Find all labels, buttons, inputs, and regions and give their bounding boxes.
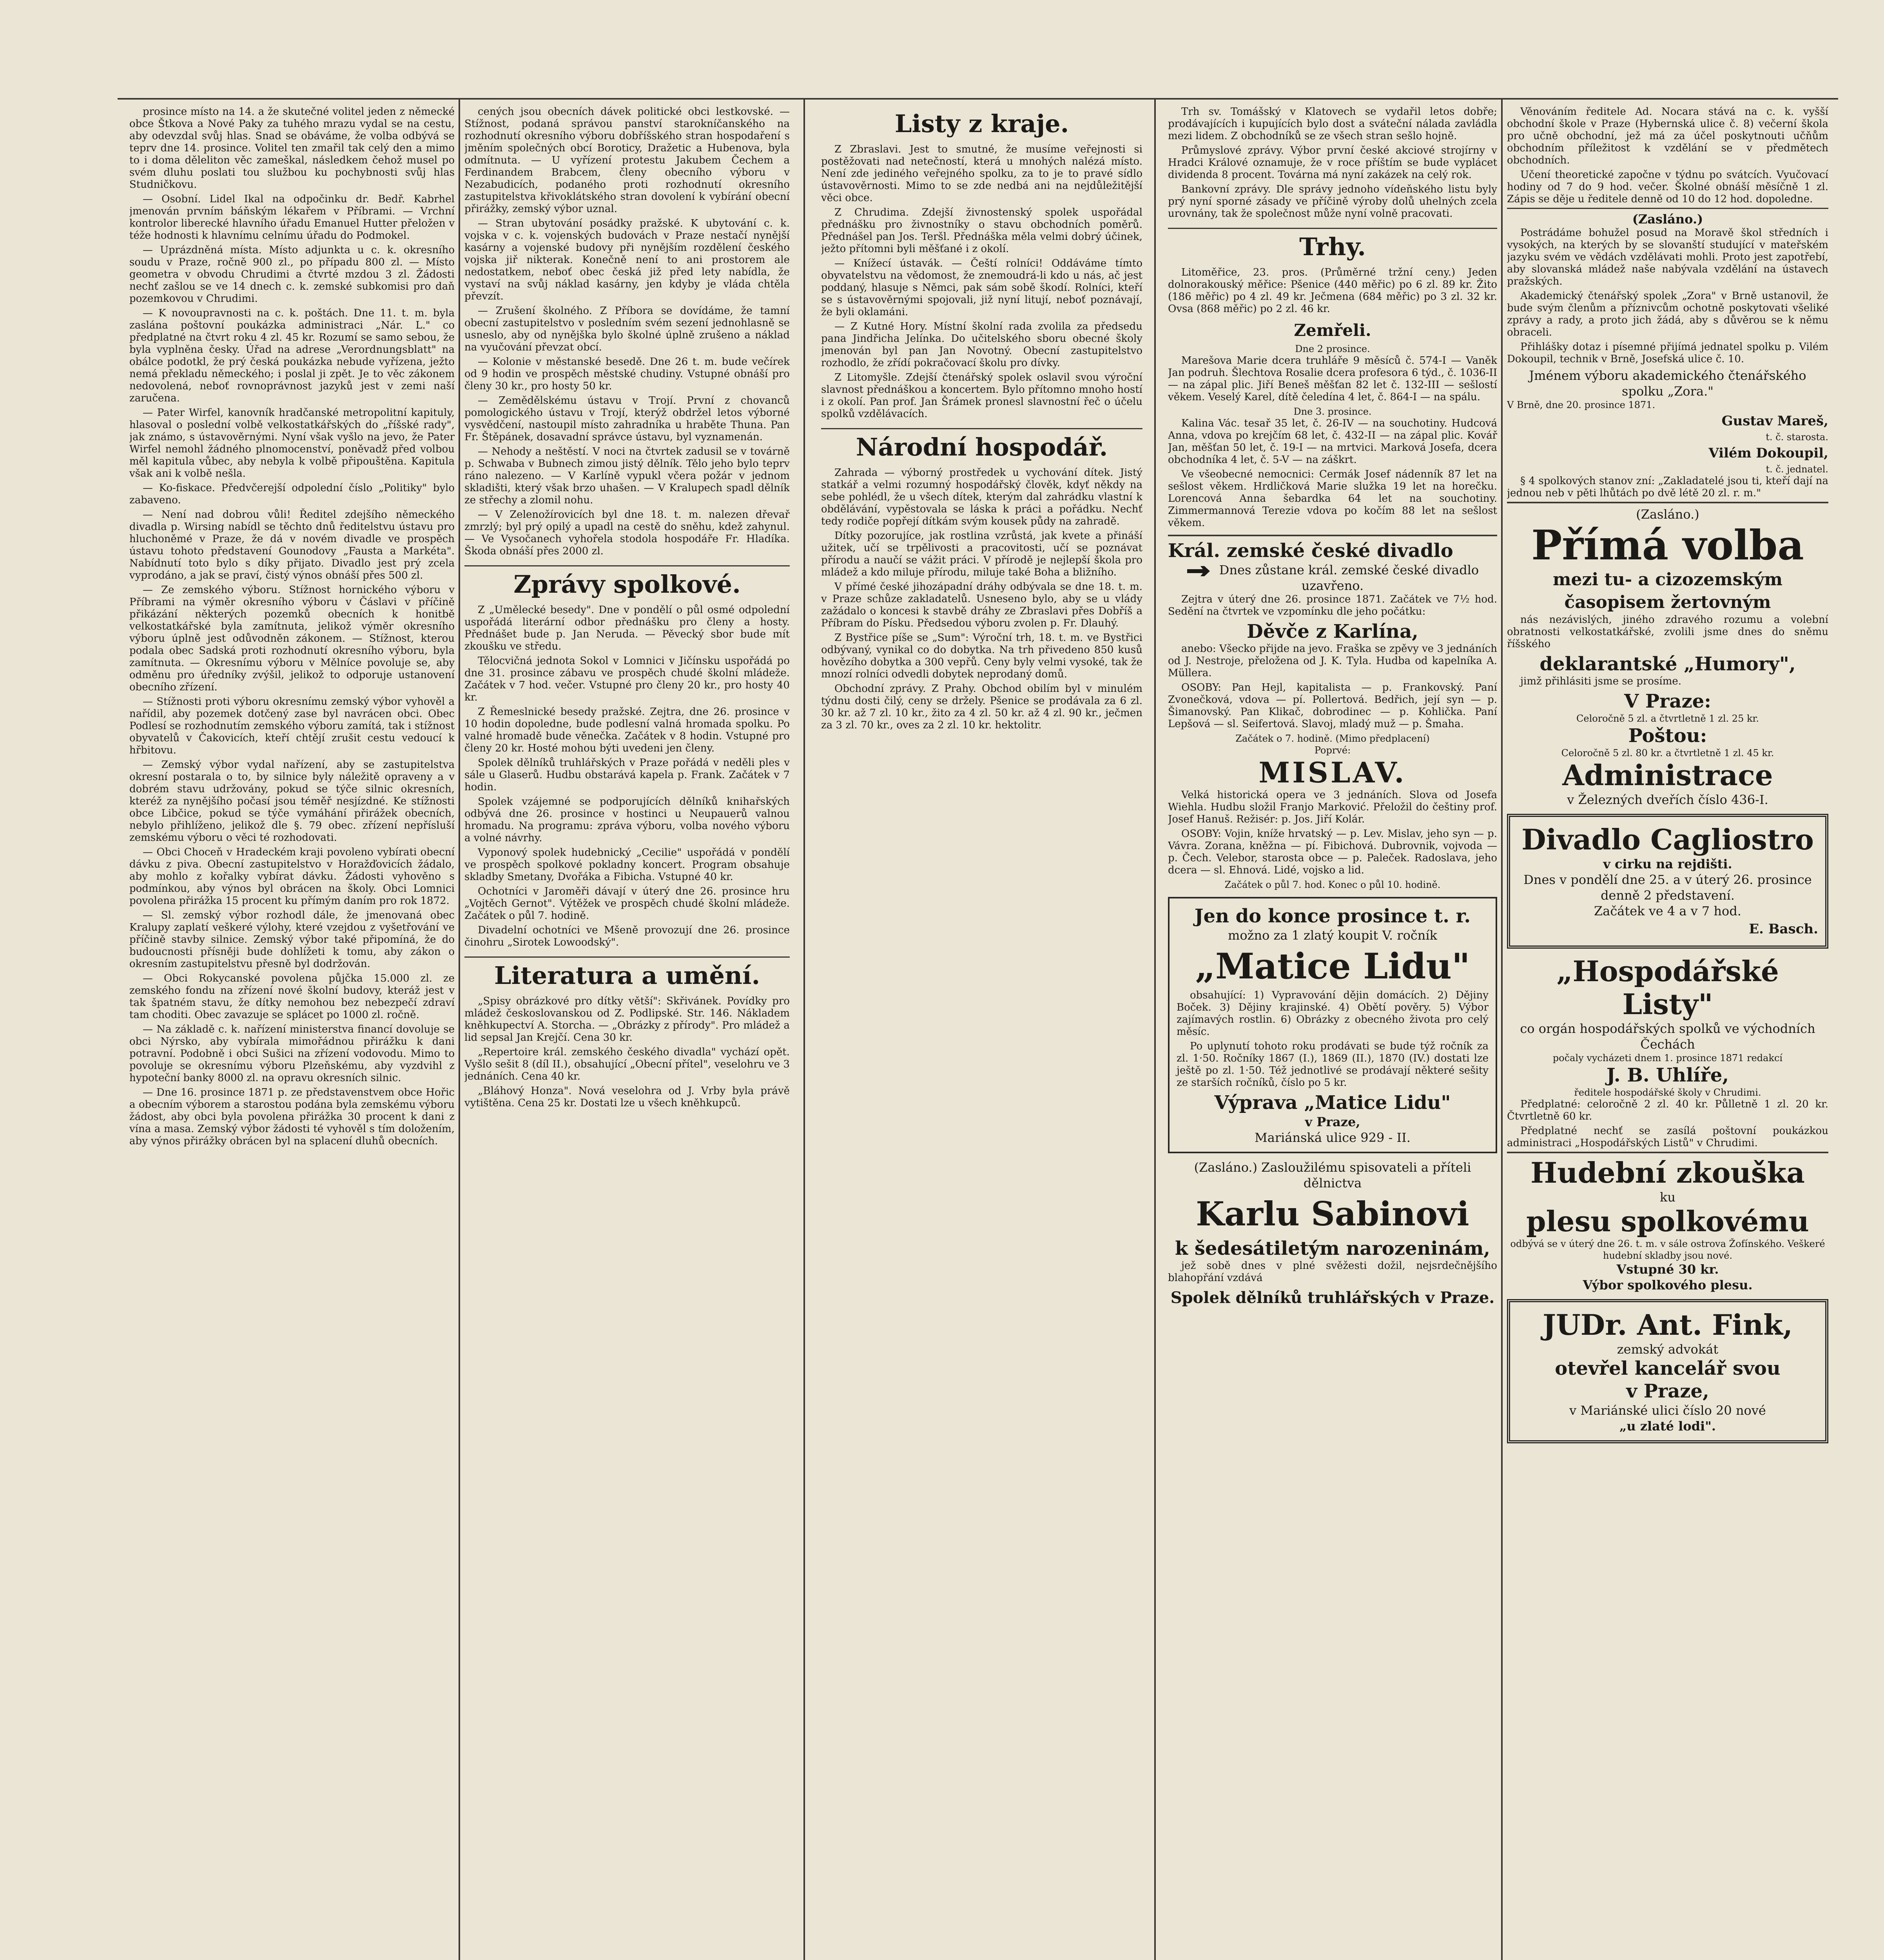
hospodarske-listy-sub: co orgán hospodářských spolků ve východních Čechách	[1520, 1021, 1815, 1052]
hospodarske-listy-title: „Hospodářské Listy"	[1556, 955, 1779, 1021]
fink-ad	[1507, 1299, 1828, 1443]
news-paragraph: — Stížnosti proti výboru okresnímu zemský výbor vyhověl a nařídil, aby pozemek dotčený zase byl navrácen obci. Obec Podlesí se rozhodnutím zemského výboru zamítá, tak i stížnost obyvatelů v Čakovicích, kteří chtějí zrušit cestu vedoucí k hřbitovu.	[129, 696, 455, 756]
matice-lidu-signature: Výprava „Matice Lidu"	[1214, 1092, 1451, 1114]
hospodarske-listy-editor: J. B. Uhlíře,	[1606, 1064, 1729, 1086]
music-rehearsal-text: odbývá se v úterý dne 26. t. m. v sále ostrova Žofínského. Veškeré hudební skladby jsou nové.	[1510, 1238, 1825, 1261]
news-paragraph: — Obci Choceň v Hradeckém kraji povoleno vybírati obecní dávku z piva. Obecní zastupitelstvo v Horažďovicích žádalo, aby mohlo z kořalky vybírat dávku. Žádosti vyhověno s podmínkou, aby výnos byl obrácen na školy. Obci Lomnici povolena přirážka 15 procent ku přímým daním pro rok 1872.	[129, 846, 455, 907]
music-rehearsal-title-2: plesu spolkovému	[1526, 1205, 1809, 1238]
news-paragraph: — Z Kutné Hory. Místní školní rada zvolila za předsedu pana Jindřicha Jelínka. Do učitelského sboru obecné školy jmenován byl pan Jan Novotný. Obecní zastupitelstvo rozhodlo, že zřídí pokračovací školu pro dívky.	[821, 321, 1142, 369]
news-paragraph: — Není nad dobrou vůli! Ředitel zdejšího německého divadla p. Wirsing nabídl se těchto dnů ředitelstvu ústavu pro hluchoněmé v Praze, že dá v novém divadle ve prospěch ústavu tohoto představení Gounodovy „Fausta a Markéta". Nabídnutí toto bylo s díky přijato. Divadlo jest prý zcela vyprodáno, a jak se praví, čistý výnos obnáší přes 500 zl.	[129, 509, 455, 581]
news-paragraph: Z Chrudima. Zdejší živnostenský spolek uspořádal přednášku pro živnostníky o stavu obchodních poměrů. Přednášel pan Jos. Teršl. Přednáška měla velmi dobrý účinek, ježto přítomni byli měšťané i z okolí.	[821, 207, 1142, 255]
fink-address: v Mariánské ulici číslo 20 nové	[1569, 1403, 1766, 1418]
news-paragraph: — Dne 16. prosince 1871 p. ze představenstvem obce Hořic a obecním výborem a starostou podána byla zemskému výboru žádost, aby obci byla povolena přirážka 30 procent k dani z vína a masa. Zemský výbor žádosti té vyhověl s tím doložením, aby výnos přirážky obrácen byl na splacení dluhů obecních.	[129, 1087, 455, 1147]
matice-lidu-address: Mariánská ulice 929 - II.	[1255, 1130, 1411, 1145]
fink-title: JUDr. Ant. Fink,	[1542, 1308, 1793, 1341]
hospodarske-listy-ad	[1507, 955, 1828, 1149]
news-paragraph: — Nehody a neštěstí. V noci na čtvrtek zadusil se v továrně p. Schwaba v Bubnech zimou jistý dělník. Tělo jeho bylo teprv ráno nalezeno. — V Karlíně vypukl včera požár v jednom skladišti, který však brzo uhašen. — V Kralupech spadl dělník ze střechy a zlomil nohu.	[464, 446, 790, 506]
news-paragraph: „Repertoire král. zemského českého divadla" vychází opět. Vyšlo sešit 8 (díl II.), obsahující „Obecní přítel", veselohru ve 3 jednáních. Cena 40 kr.	[464, 1046, 790, 1082]
zora-secretary-name: Vilém Dokoupil,	[1708, 445, 1828, 461]
humory-subtitle: mezi tu- a cizozemským časopisem žertovným	[1552, 570, 1783, 612]
news-paragraph: Divadelní ochotníci ve Mšeně provozují dne 26. prosince činohru „Sirotek Lowoodský".	[464, 924, 790, 948]
matice-lidu-city: v Praze,	[1305, 1114, 1360, 1129]
news-paragraph: Akademický čtenářský spolek „Zora" v Brně ustanovil, že bude svým členům a příznivcům ochotně poskytovati všeliké zprávy a rady, a proto jich žádá, aby s důvěrou se k němu obraceli.	[1507, 290, 1828, 338]
play-start: Začátek o 7. hodině. (Mimo předplacení)	[1235, 733, 1430, 744]
news-paragraph: — Obci Rokycanské povolena půjčka 15.000 zl. ze zemského fondu na zřízení nové školní budovy, kteráž jest v tak špatném stavu, že dítky nemohou bez nebezpečí zdraví tam choditi. Obec zavazuje se splácet po 1000 zl. ročně.	[129, 973, 455, 1021]
music-rehearsal-entry: Vstupné 30 kr.	[1616, 1262, 1719, 1277]
news-paragraph: Z Bystřice píše se „Sum": Výroční trh, 18. t. m. ve Bystřici odbývaný, vynikal co do dobytka. Na trh přivedeno 850 kusů hovězího dobytka a 300 vepřů. Ceny byly velmi vysoké, tak že mnozí rolníci odvedli dobytek neprodaný domů.	[821, 632, 1142, 680]
theater-announcement	[1168, 535, 1497, 891]
humory-mid: deklarantské „Humory",	[1539, 653, 1796, 675]
cagliostro-ad	[1507, 814, 1828, 949]
humory-text: nás nezávislých, jiného zdravého rozumu a volební obratnosti velkostatkářské, zvolili jsme dnes do sněmu říšského	[1507, 614, 1828, 650]
date-subheading: Dne 3. prosince.	[1293, 406, 1372, 417]
play-description: anebo: Všecko přijde na jevo. Fraška se zpěvy ve 3 jednáních od J. Nestroje, přeložena od J. K. Tyla. Hudba od kapelníka A. Müllera.	[1168, 643, 1497, 679]
sabina-sub: k šedesátiletým narozeninám,	[1175, 1238, 1491, 1259]
column-5	[1507, 106, 1828, 1960]
news-paragraph: Dítky pozorujíce, jak rostlina vzrůstá, jak kvete a přináší užitek, učí se trpělivosti a pracovitosti, učí se poznávat přírodu a naučí se vážit práci. V přírodě je nejlepší škola pro mládež a kdo miluje přírodu, miluje také Boha a bližního.	[821, 530, 1142, 578]
music-rehearsal-footer: Výbor spolkového plesu.	[1583, 1278, 1753, 1292]
hospodarske-listy-text-2: ředitele hospodářské školy v Chrudimi.	[1574, 1087, 1761, 1098]
hospodarske-listy-text: počaly vycházeti dnem 1. prosince 1871 redakcí	[1552, 1053, 1783, 1063]
news-paragraph: Trh sv. Tomášský v Klatovech se vydařil letos dobře; prodávajících i kupujících bylo dost a sváteční nálada zavládla mezi lidem. Z obchodníků se ze všech stran sešlo hojně.	[1168, 106, 1497, 142]
news-paragraph: Ochotníci v Jaroměři dávají v úterý dne 26. prosince hru „Vojtěch Gernot". Výtěžek ve prospěch chudé školní mládeže. Začátek o půl 7. hodině.	[464, 886, 790, 922]
humory-ad	[1507, 502, 1828, 808]
date-subheading: Dne 2 prosince.	[1295, 343, 1370, 354]
zora-chairman-name: Gustav Mareš,	[1721, 413, 1828, 429]
humory-price-post: Celoročně 5 zl. 80 kr. a čtvrtletně 1 zl. 45 kr.	[1561, 748, 1774, 759]
column-4	[1168, 106, 1497, 1960]
sabina-text: jež sobě dnes v plné svěžesti dožil, nejsrdečnějšího blahopřání vzdává	[1168, 1260, 1497, 1284]
news-paragraph: Obchodní zprávy. Z Prahy. Obchod obilím byl v minulém týdnu dosti čilý, ceny se držely. Pšenice se prodávala za 6 zl. 30 kr. až 7 zl. 10 kr., žito za 4 zl. 50 kr. až 4 zl. 90 kr., ječmen za 3 zl. 70 kr., oves za 2 zl. 10 kr. hektolitr.	[821, 683, 1142, 731]
humory-title: Přímá volba	[1531, 521, 1804, 569]
music-rehearsal-sub: ku	[1660, 1190, 1675, 1205]
opera-start: Začátek o půl 7. hod. Konec o půl 10. hodině.	[1224, 879, 1441, 890]
fink-city: v Praze,	[1626, 1380, 1709, 1402]
news-paragraph: — Zemský výbor vydal nařízení, aby se zastupitelstva okresní postarala o to, by silnice byly náležitě opraveny a v dobrém stavu udržovány, pokud se týče silnic okresních, kteréž za nynějšího počasí jsou téměř nesjízdné. Ke stížnosti obce Libčice, pokud se týče vymáhání přirážek obecních, nebylo přihlíženo, jelikož dle §. 79 obec. zřízení nepřísluší zemskému výboru o věci té rozhodovati.	[129, 759, 455, 844]
news-paragraph: Zahrada — výborný prostředek u vychování dítek. Jistý statkář a velmi rozumný hospodářský člověk, kdyť někdy na sebe pohlédl, že u všech dítek, kterým dal zahrádku vlastní k obdělávání, vypěstovala se láska k práci a pořádku. Nechť tedy rodiče popřejí dítkám svým kousek půdy na zahradě.	[821, 467, 1142, 527]
section-heading-deaths: Zemřeli.	[1294, 321, 1371, 340]
news-paragraph: cených jsou obecních dávek politické obci lestkovské. — Stížnost, podaná správou panství starokníčanského na rozhodnutí okresního výboru dobříšského stran hospodaření s jměním společných obcí Boroticy, Dražetic a Hubenova, byla odmítnuta. — U vyřízení protestu Jakubem Čechem a Ferdinandem Brabcem, členy obecního výboru v Nezabudicích, podaného proti rozhodnutí okresního zastupitelstva křivoklátského stran dovolení k vybírání obecní přirážky, zemský výbor uznal.	[464, 106, 790, 215]
sabina-signature: Spolek dělníků truhlářských v Praze.	[1170, 1289, 1495, 1307]
pointing-hand-icon	[1186, 564, 1214, 578]
news-paragraph: V přímé české jihozápadní dráhy odbývala se dne 18. t. m. v Praze schůze zakladatelů. Usneseno bylo, aby se u vlády zažádalo o koncesi k stavbě dráhy ze Zbraslavi přes Dobříš a Příbram do Písku. Předsedou výboru zvolen p. Fr. Dlauhý.	[821, 581, 1142, 629]
sabina-intro: (Zasláno.) Zasloužilému spisovateli a příteli dělnictva	[1194, 1160, 1471, 1191]
news-paragraph: Litoměřice, 23. pros. (Průměrné tržní ceny.) Jeden dolnorakouský měřice: Pšenice (440 měřic) po 6 zl. 89 kr. Žito (186 měřic) po 4 zl. 49 kr. Ječmena (684 měřic) po 3 zl. 32 kr. Ovsa (868 měřic) po 2 zl. 46 kr.	[1168, 267, 1497, 315]
column-2	[464, 106, 790, 1960]
news-paragraph: „Spisy obrázkové pro dítky větší": Skřivánek. Povídky pro mládež českoslovanskou od Z. Podlipské. Str. 146. Nákladem kněhkupectví A. Storcha. — „Obrázky z přírody". Pro mládež a lid sepsal Jan Krejčí. Cena 30 kr.	[464, 995, 790, 1044]
music-rehearsal-ad	[1507, 1152, 1828, 1293]
news-paragraph: — Ze zemského výboru. Stížnost hornického výboru v Příbrami na výměr okresního výboru v Čáslavi v příčině přikázání některých pozemků obecních k honitbě velkostatkářské byla zamítnuta, jelikož výměr okresního výboru úplně jest odůvodněn zákonem. — Stížnost, kterou podala obec Sadská proti rozhodnutí okresního výboru, byla zamítnuta. — Okresnímu výboru v Mělníce povoluje se, aby odměnu pro úředníky zvýšil, jelikož to odporuje ustanovení obecního zřízení.	[129, 584, 455, 693]
news-paragraph: Věnováním ředitele Ad. Nocara stává na c. k. vyšší obchodní škole v Praze (Hybernská ulice č. 8) večerní škola pro učně obchodní, jež má za účel poskytnouti učňům obchodním příležitost k vzdělání se v předmětech obchodních.	[1507, 106, 1828, 166]
play-title: Děvče z Karlína,	[1247, 621, 1418, 642]
theater-closed-notice	[1168, 562, 1497, 593]
top-rule	[118, 98, 1838, 100]
matice-lidu-content: obsahující: 1) Vypravování dějin domácích. 2) Dějiny Boček. 3) Dějiny krajinské. 4) Obětí pověry. 5) Výbor zajímavých rostlin. 6) Obrázky z obecného života pro celý měsíc.	[1177, 989, 1489, 1038]
column-rule-4	[1501, 98, 1503, 1960]
matice-lidu-price: Po uplynutí tohoto roku prodávati se bude týž ročník za zl. 1·50. Ročníky 1867 (I.), 1869 (II.), 1870 (IV.) dostati lze ještě po zl. 1·50. Též jednotlivé se prodávají některé sešity ze starších ročníků, číslo po 5 kr.	[1177, 1040, 1489, 1089]
sabina-greeting	[1168, 1160, 1497, 1309]
cagliostro-times: Začátek ve 4 a v 7 hod.	[1594, 904, 1741, 918]
column-1	[129, 106, 455, 1960]
section-heading-markets: Trhy.	[1168, 228, 1497, 261]
news-paragraph: — Stran ubytování posádky pražské. K ubytování c. k. vojska v c. k. vojenských budovách v Praze nestačí nynější kasárny a vojenské budovy při nynějším rozdělení českého vojska jiř nikterak. Konečně není to ani prostorem ale nedostatkem, neboť obec česká již před lety nabídla, že vystaví na svůj náklad kasárny, jen kdyby je vláda chtěla převzít.	[464, 218, 790, 302]
humory-post: Poštou:	[1628, 725, 1707, 747]
news-paragraph: Ve všeobecné nemocnici: Cermák Josef nádenník 87 let na sešlost věkem. Hrdličková Marie služka 19 let na horečku. Lorencová Anna šebardka 64 let na souchotiny. Zimmermannová Terezie vdova po kočím 88 let na sešlost věkem.	[1168, 468, 1497, 529]
matice-lidu-ad	[1168, 897, 1497, 1153]
zora-secretary-role: t. č. jednatel.	[1766, 464, 1828, 475]
column-rule-1	[459, 98, 460, 1960]
zora-note: § 4 spolkových stanov zní: „Zakladatelé jsou ti, kteří dají na jednou neb v pěti lhůtách po dvě létě 20 zl. r. m."	[1507, 475, 1828, 499]
news-paragraph: — Sl. zemský výbor rozhodl dále, že jmenovaná obec Kralupy zaplatí veškeré výlohy, které vzejdou z vyšetřování ve příčině stavby silnice. Zemský výbor také připomíná, že do budoucnosti přísněji bude dohlížeti k tomu, aby zákon o okresním zastupitelstvu přesně byl dodržován.	[129, 909, 455, 970]
theater-title: Král. zemské české divadlo	[1168, 540, 1453, 562]
news-paragraph: Spolek dělníků truhlářských v Praze pořádá v neděli ples v sále u Glaserů. Hudbu obstarává kapela p. Frank. Začátek v 7 hodin.	[464, 757, 790, 793]
news-paragraph: — Pater Wirfel, kanovník hradčanské metropolitní kapituly, hlasoval o poslední volbě velkostatkářských do „říšské rady", jak známo, s ústavověrnými. Nyní však vyšlo na jevo, že Pater Wirfel nemohl žádného plnomocenství, poněvadž před volbou měl kapitula vůbec, aby nebyla k volbě připouštěna. Kapitula však ani k volbě nešla.	[129, 407, 455, 479]
news-paragraph: — Zrušení školného. Z Příbora se dovídáme, že tamní obecní zastupitelstvo v posledním svém sezení jednohlasně se usneslo, aby od nynějška bylo školné úplně zrušeno a náklad na vyučování převzat obcí.	[464, 305, 790, 353]
theater-closed-text: Dnes zůstane král. zemské české divadlo uzavřeno.	[1219, 563, 1479, 593]
section-heading-literature: Literatura a umění.	[464, 956, 790, 990]
cagliostro-text: Dnes v pondělí dne 25. a v úterý 26. prosince denně 2 představení.	[1523, 872, 1812, 903]
humory-price-city: Celoročně 5 zl. a čtvrtletně 1 zl. 25 kr.	[1576, 713, 1759, 724]
news-paragraph: Vyponový spolek hudebnický „Cecilie" uspořádá v pondělí ve prospěch spolkové pokladny koncert. Program obsahuje skladby Smetany, Dvořáka a Fibicha. Vstupné 40 kr.	[464, 847, 790, 883]
news-paragraph: Z „Umělecké besedy". Dne v pondělí o půl osmé odpolední uspořádá literární odbor přednášku pro členy a hosty. Přednášet bude p. Jan Neruda. — Pěvecký sbor bude mít zkoušku ve středu.	[464, 604, 790, 652]
humory-address: v Železných dveřích číslo 436-I.	[1567, 792, 1768, 807]
news-paragraph: — Uprázdněná místa. Místo adjunkta u c. k. okresního soudu v Praze, ročně 900 zl., po případu 800 zl. — Místo geometra v obvodu Chrudimi a čtvrté mzdou 3 zl. Žádosti nechť zašlou se ve 14 dnech c. k. zemské subkomisi pro daň pozemkovou v Chrudimi.	[129, 244, 455, 305]
cagliostro-title: Divadlo Cagliostro	[1521, 823, 1814, 856]
news-paragraph: — Osobní. Lidel Ikal na odpočinku dr. Bedř. Kabrhel jmenován prvním báňským lékařem v Příbrami. — Vrchní kontrolor liberecké hlavního úřadu Emanuel Hutter přeložen v téže hodnosti k hlavnímu celnímu úřadu do Podmokel.	[129, 193, 455, 241]
hospodarske-listy-price: Předplatné: celoročně 2 zl. 40 kr. Půlletně 1 zl. 20 kr. Čtvrtletně 60 kr.	[1507, 1098, 1828, 1122]
zaslano-heading: (Zasláno.)	[1507, 208, 1828, 227]
zora-committee: Jménem výboru akademického čtenářského spolku „Zora."	[1529, 368, 1806, 399]
news-paragraph: — Kolonie v městanské besedě. Dne 26 t. m. bude večírek od 9 hodin ve prospěch městské chudiny. Vstupné obnáší pro členy 30 kr., pro hosty 50 kr.	[464, 356, 790, 392]
news-paragraph: Přihlášky dotaz i písemné přijímá jednatel spolku p. Vilém Dokoupil, technik v Brně, Josefská ulice č. 10.	[1507, 341, 1828, 365]
theater-tomorrow: Zejtra v úterý dne 26. prosince 1871. Začátek ve 7½ hod. Sedění na čtvrtek ve vzpomínku dle jeho počátku:	[1168, 593, 1497, 617]
matice-lidu-sub: možno za 1 zlatý koupit V. ročník	[1228, 928, 1438, 943]
fink-role: zemský advokát	[1617, 1342, 1719, 1357]
premiere-label: Poprvé:	[1314, 745, 1351, 756]
zora-place-date: V Brně, dne 20. prosince 1871.	[1507, 399, 1656, 410]
column-rule-2	[803, 98, 805, 1960]
humory-admin: Administrace	[1562, 759, 1773, 792]
news-paragraph: — Knížecí ústavák. — Čeští rolníci! Oddáváme tímto obyvatelstvu na vědomost, že znemoudrá-li kdo u nás, ač jest poddaný, hlasuje s Němci, pak sám sobě škodí. Rolníci, kteří se s ústavověrnými spojovali, již nyní litují, neboť poznávají, že byli oklamáni.	[821, 258, 1142, 318]
news-paragraph: — K novoupravnosti na c. k. poštách. Dne 11. t. m. byla zaslána poštovní poukázka administraci „Nár. L." co předplatné na čtvrt roku 4 zl. 45 kr. Rozumí se samo sebou, že byla vyplněna česky. Úřad na adrese „Verordnungsblatt" na obálce podotkl, že prý česká poukázka nebude vyřízena, ježto nemá překladu německého; i poslal ji zpět. Je to věc zákonem nedovolená, neboť rovnoprávnost jazyků jest v zemi naší zaručena.	[129, 307, 455, 404]
music-rehearsal-title: Hudební zkouška	[1530, 1156, 1805, 1189]
column-3	[821, 106, 1142, 1960]
news-paragraph: Marešova Marie dcera truhláře 9 měsíců č. 574-I — Vaněk Jan podruh. Šlechtova Rosalie dcera profesora 6 týd., č. 1036-II — na zápal plic. Jiří Beneš měšťan 82 let č. 132-III — sešlostí věkem. Veselý Karel, dítě čeledína 4 let, č. 864-I — na spálu.	[1168, 355, 1497, 403]
column-rule-3	[1154, 98, 1156, 1960]
section-heading-economy: Národní hospodář.	[821, 428, 1142, 461]
news-paragraph: prosince místo na 14. a že skutečné volitel jeden z německé obce Štkova a Nové Paky za tuhého mrazu vydal se na cestu, aby odevzdal svůj hlas. Snad se obáváme, že volba odbývá se teprv dne 14. prosince. Volitel ten zmařil tak celý den a mimo to i doma děleliton věc zameškal, následkem čehož musel po svém dluhu poslati tou službou ku pochybnosti svůj hlas Studničkovu.	[129, 106, 455, 191]
humory-text-2: jimž přihlásiti jsme se prosíme.	[1520, 675, 1682, 687]
opera-title: MISLAV.	[1258, 756, 1407, 789]
play-cast: OSOBY: Pan Hejl, kapitalista — p. Frankovský. Paní Zvonečková, vdova — pí. Pollertová. Bedřich, její syn — p. Šimanovský. Pan Klikač, dobrodinec — p. Kohlička. Paní Lepšová — sl. Seifertová. Slavoj, mladý muž — p. Šmaha.	[1168, 682, 1497, 730]
news-paragraph: Učení theoretické započne v týdnu po svátcích. Vyučovací hodiny od 7 do 9 hod. večer. Školné obnáší měsíčně 1 zl. Zápis se děje u ředitele denně od 10 do 12 hod. dopoledne.	[1507, 169, 1828, 205]
opera-description: Velká historická opera ve 3 jednáních. Slova od Josefa Wiehla. Hudbu složil Franjo Marković. Přeložil do češtiny prof. Josef Hanuš. Režisér: p. Jos. Jiří Kolár.	[1168, 789, 1497, 825]
fink-text: otevřel kancelář svou	[1555, 1357, 1781, 1379]
cagliostro-signature: E. Basch.	[1749, 921, 1818, 937]
news-paragraph: — V Zelenožírovicích byl dne 18. t. m. nalezen dřevař zmrzlý; byl prý opilý a upadl na cestě do sněhu, kdež zahynul. — Ve Vysočanech vyhořela stodola hospodáře Fr. Hladíka. Škoda obnáší přes 2000 zl.	[464, 509, 790, 557]
fink-house: „u zlaté lodi".	[1619, 1419, 1716, 1434]
news-paragraph: Spolek vzájemné se podporujících dělníků knihařských odbývá dne 26. prosince v hostinci u Neupauerů valnou hromadu. Na programu: zpráva výboru, volba nového výboru a volné návrhy.	[464, 796, 790, 844]
hospodarske-listy-footer: Předplatné nechť se zasílá poštovní poukázkou administraci „Hospodářských Listů" v Chrudimi.	[1507, 1125, 1828, 1149]
sabina-name: Karlu Sabinovi	[1196, 1194, 1469, 1233]
news-paragraph: — Ko-fiskace. Předvčerejší odpolední číslo „Politiky" bylo zabaveno.	[129, 482, 455, 506]
cagliostro-sub: v cirku na rejdišti.	[1603, 857, 1732, 871]
matice-lidu-title: „Matice Lidu"	[1195, 946, 1470, 987]
news-paragraph: Bankovní zprávy. Dle správy jednoho vídeňského listu byly prý nyní sporné zásady ve příčině výroby dolů uhelných zcela urovnány, tak že společnost může nyní volně pracovati.	[1168, 183, 1497, 220]
section-heading-letters: Listy z kraje.	[894, 109, 1069, 138]
humory-heading: (Zasláno.)	[1636, 507, 1699, 522]
news-paragraph: — Zemědělskému ústavu v Trojí. První z chovanců pomologického ústavu v Trojí, kterýž obdržel letos výborné vysvědčení, nastoupil místo zahradníka u hraběte Thuna. Pan Fr. Štěpánek, dosavadní správce ústavu, byl vyznamenán.	[464, 395, 790, 443]
news-paragraph: Kalina Vác. tesař 35 let, č. 26-IV — na souchotiny. Hudcová Anna, vdova po krejčím 68 let, č. 432-II — na zápal plic. Kovář Jan, měšťan 50 let, č. 19-I — na mrtvici. Marková Josefa, dcera obchodníka 4 let, č. 5-V — na záškrt.	[1168, 417, 1497, 466]
news-paragraph: Z Litomyšle. Zdejší čtenářský spolek oslavil svou výroční slavnost přednáškou a koncertem. Bylo přítomno mnoho hostí i z okolí. Pan prof. Jan Šrámek pronesl slavnostní řeč o účelu spolků vzdělávacích.	[821, 372, 1142, 420]
section-heading-society-news: Zprávy spolkové.	[464, 565, 790, 599]
news-paragraph: Z Řemeslnické besedy pražské. Zejtra, dne 26. prosince v 10 hodin dopoledne, bude podlesní valná hromada spolku. Po valné hromadě bude věnečka. Začátek v 8 hodin. Vstupné pro členy 20 kr. Hosté mohou býti uvedeni jen členy.	[464, 706, 790, 754]
news-paragraph: — Na základě c. k. nařízení ministerstva financí dovoluje se obci Nýrsko, aby vybírala mimořádnou přirážku k dani potravní. Podobně i obci Sušici na zřízení vodovodu. Mimo to povoluje se okresnímu výboru Plzeňskému, aby vyzdvihl z hypoteční banky 8000 zl. na opravu okresních silnic.	[129, 1024, 455, 1084]
humory-place: V Praze:	[1624, 690, 1711, 712]
news-paragraph: „Bláhový Honza". Nová veselohra od J. Vrby byla právě vytištěna. Cena 25 kr. Dostati lze u všech kněhkupců.	[464, 1085, 790, 1109]
news-paragraph: Z Zbraslavi. Jest to smutné, že musíme veřejnosti si postěžovati nad netečností, která u mnohých nalézá místo. Není zde jediného veřejného spolku, za to je to pravé sídlo ústavověrnosti. Mimo to se zde nedbá ani na nejdůležitější věci obce.	[821, 143, 1142, 204]
news-paragraph: Tělocvičná jednota Sokol v Lomnici v Jičínsku uspořádá po dne 31. prosince zábavu ve prospěch chudé školní mládeže. Začátek v 7 hod. večer. Vstupné pro členy 20 kr., pro hosty 40 kr.	[464, 655, 790, 703]
matice-lidu-top: Jen do konce prosince t. r.	[1194, 905, 1471, 927]
news-paragraph: Průmyslové zprávy. Výbor první české akciové strojírny v Hradci Králové oznamuje, že v roce příštím se bude vyplácet dividenda 8 procent. Továrna má nyní zakázek na celý rok.	[1168, 145, 1497, 181]
opera-cast: OSOBY: Vojin, kníže hrvatský — p. Lev. Mislav, jeho syn — p. Vávra. Zorana, kněžna — pí. Fibichová. Dubrovnik, vojvoda — p. Čech. Velebor, starosta obce — p. Paleček. Radoslava, jeho dcera — sl. Ehnová. Lidé, vojsko a lid.	[1168, 828, 1497, 876]
zora-chairman-role: t. č. starosta.	[1766, 432, 1828, 443]
news-paragraph: Postrádáme bohužel posud na Moravě škol středních i vysokých, na kterých by se slovanští studující v mateřském jazyku svém ve vědách vzdělávati mohli. Proto jest zapotřebí, aby slovanská mládež naše nabývala vzdělání na ústavech pražských.	[1507, 227, 1828, 287]
